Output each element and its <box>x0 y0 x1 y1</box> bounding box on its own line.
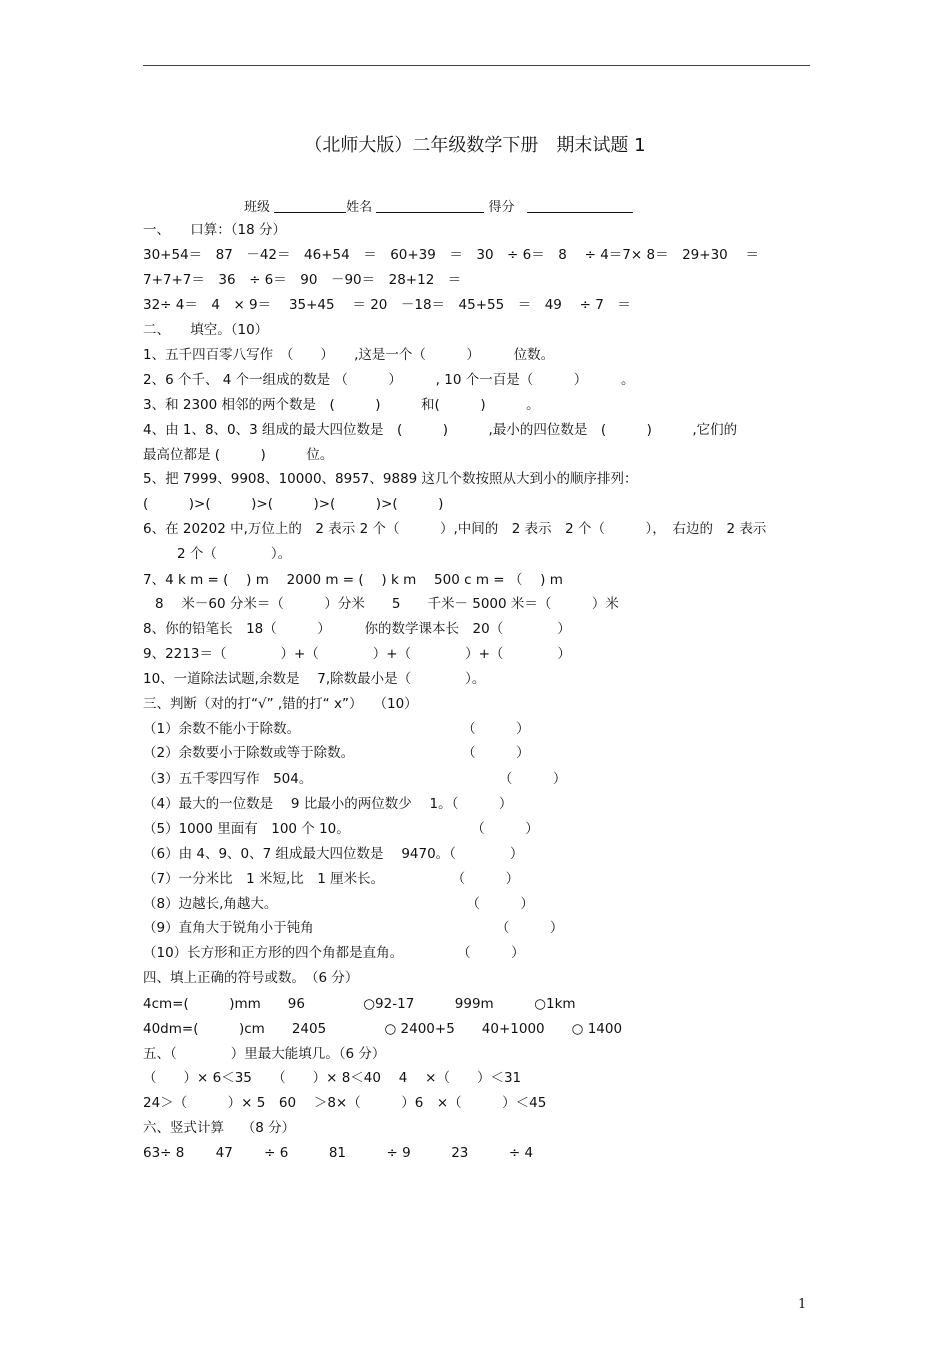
exam-line: 一、 口算：（18 分） <box>143 222 286 238</box>
exam-line: 六、竖式计算 （8 分） <box>143 1120 296 1136</box>
exam-line: 二、 填空。（10） <box>143 322 269 338</box>
exam-line: 1、五千四百零八写作 （ ） ,这是一个（ ） 位数。 <box>143 347 555 363</box>
exam-line: 24＞（ ）× 5 60 ＞8×（ ）6 ×（ ）＜45 <box>143 1095 547 1111</box>
exam-line: 4、由 1、8、0、3 组成的最大四位数是 ( ) ,最小的四位数是 ( ) ,它们的 <box>143 422 738 438</box>
exam-line: 三、判断（对的打“√” ,错的打“ x”） （10） <box>143 696 418 712</box>
exam-line: 9、2213＝（ ）+（ ）+（ ）+（ ） <box>143 646 571 662</box>
exam-line: 8、你的铅笔长 18（ ） 你的数学课本长 20（ ） <box>143 621 571 637</box>
score-label: 得分 <box>488 200 515 215</box>
exam-line: （2）余数要小于除数或等于除数。 （ ） <box>143 745 530 761</box>
exam-line: 30+54＝ 87 －42＝ 46+54 ＝ 60+39 ＝ 30 ÷ 6＝ 8 ÷ 4＝7× 8＝ 29+30 ＝ <box>143 247 760 263</box>
exam-line: （3）五千零四写作 504。 （ ） <box>143 771 567 787</box>
exam-line: 4cm=( )mm 96 ○92-17 999m ○1km <box>143 996 576 1012</box>
exam-line: （6）由 4、9、0、7 组成最大四位数是 9470。（ ） <box>143 846 524 862</box>
score-field[interactable] <box>527 199 633 213</box>
exam-line: （5）1000 里面有 100 个 10。 （ ） <box>143 821 539 837</box>
header-rule <box>143 65 810 66</box>
exam-line: （9）直角大于锐角小于钝角 （ ） <box>143 920 564 936</box>
exam-line: （8）边越长,角越大。 （ ） <box>143 896 534 912</box>
class-field[interactable] <box>274 199 346 213</box>
exam-line: 63÷ 8 47 ÷ 6 81 ÷ 9 23 ÷ 4 <box>143 1145 534 1161</box>
exam-line: （10）长方形和正方形的四个角都是直角。 （ ） <box>143 945 525 961</box>
exam-line: 五、（ ）里最大能填几。（6 分） <box>143 1046 386 1062</box>
exam-line: （7）一分米比 1 米短,比 1 厘米长。 （ ） <box>143 871 520 887</box>
exam-line: 最高位都是 ( ) 位。 <box>143 447 334 463</box>
name-label: 姓名 <box>346 200 373 215</box>
exam-line: 2 个（ ）。 <box>177 546 292 562</box>
exam-line: 8 米－60 分米＝（ ）分米 5 千米－ 5000 米＝（ ）米 <box>155 596 619 612</box>
exam-line: ( )>( )>( )>( )>( ) <box>143 496 444 512</box>
student-info-row <box>244 196 633 215</box>
exam-line: 四、填上正确的符号或数。 （6 分） <box>143 970 359 986</box>
class-label: 班级 <box>244 200 271 215</box>
exam-line: （4）最大的一位数是 9 比最小的两位数少 1。（ ） <box>143 796 513 812</box>
exam-line: 2、6 个千、 4 个一组成的数是 （ ） , 10 个一百是（ ） 。 <box>143 372 635 388</box>
exam-line: （1）余数不能小于除数。 （ ） <box>143 721 530 737</box>
page-title: （北师大版）二年级数学下册 期末试题 1 <box>304 135 646 156</box>
exam-line: 10、一道除法试题,余数是 7,除数最小是（ ）。 <box>143 671 486 687</box>
exam-line: 7+7+7＝ 36 ÷ 6＝ 90 －90＝ 28+12 ＝ <box>143 272 462 288</box>
exam-line: （ ）× 6＜35 （ ）× 8＜40 4 ×（ ）＜31 <box>143 1070 522 1086</box>
exam-line: 3、和 2300 相邻的两个数是 ( ) 和( ) 。 <box>143 397 540 413</box>
name-field[interactable] <box>376 199 484 213</box>
page-number: 1 <box>798 1297 807 1312</box>
exam-line: 5、把 7999、9908、10000、8957、9889 这几个数按照从大到小的顺序排列： <box>143 471 638 487</box>
exam-line: 6、在 20202 中,万位上的 2 表示 2 个（ ）,中间的 2 表示 2 个（ ）， 右边的 2 表示 <box>143 521 767 537</box>
exam-line: 40dm=( )cm 2405 ○ 2400+5 40+1000 ○ 1400 <box>143 1021 623 1037</box>
exam-line: 32÷ 4＝ 4 × 9＝ 35+45 ＝ 20 －18＝ 45+55 ＝ 49 ÷ 7 ＝ <box>143 297 631 313</box>
exam-line: 7、4 k m = ( ) m 2000 m = ( ) k m 500 c m = （ ) m <box>143 572 563 588</box>
